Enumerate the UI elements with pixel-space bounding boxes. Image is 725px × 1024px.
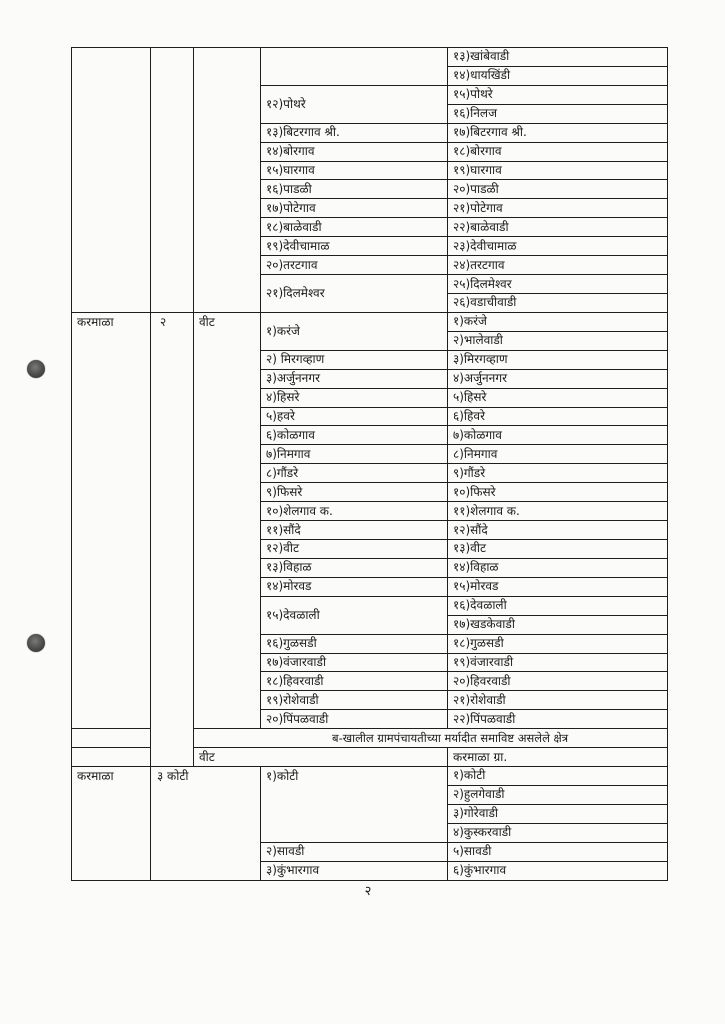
gram-panchayat-cell: ५)हवरे	[261, 407, 448, 426]
village-register-table	[71, 47, 668, 881]
gram-panchayat-cell: १९)रोशेवाडी	[261, 691, 448, 710]
area-group-cell	[194, 48, 261, 313]
village-cell: ३)मिरगव्हाण	[448, 350, 668, 369]
gram-panchayat-cell	[261, 48, 448, 86]
gram-panchayat-cell: २०)तरटगाव	[261, 256, 448, 275]
district-cell: करमाळा	[72, 312, 151, 728]
gram-panchayat-cell: १६)पाडळी	[261, 180, 448, 199]
gram-panchayat-cell: १५)देवळाली	[261, 596, 448, 634]
village-cell: २०)हिवरवाडी	[448, 672, 668, 691]
gram-panchayat-cell: २१)दिलमेश्वर	[261, 275, 448, 313]
empty-cell	[72, 729, 151, 748]
punch-hole	[27, 360, 45, 378]
village-cell: १२)सौंदे	[448, 521, 668, 540]
village-cell: १३)वीट	[448, 539, 668, 558]
gram-panchayat-cell: १०)शेलगाव क.	[261, 502, 448, 521]
gram-panchayat-cell: १५)घारगाव	[261, 161, 448, 180]
gram-panchayat-cell: १८)बाळेवाडी	[261, 218, 448, 237]
village-cell: १०)फिसरे	[448, 483, 668, 502]
serial-cell: ३ कोटी	[151, 767, 261, 881]
village-cell: २३)देवीचामाळ	[448, 237, 668, 256]
village-cell: २२)बाळेवाडी	[448, 218, 668, 237]
gram-panchayat-cell: ११)सौंदे	[261, 521, 448, 540]
table-row	[72, 767, 668, 786]
table-body	[72, 48, 668, 881]
gram-panchayat-cell: १)करंजे	[261, 312, 448, 350]
village-cell: २५)दिलमेश्वर	[448, 275, 668, 294]
gram-panchayat-cell: ३)अर्जुननगर	[261, 369, 448, 388]
village-cell: १३)खांबेवाडी	[448, 48, 668, 67]
village-cell: १६)देवळाली	[448, 596, 668, 615]
gram-panchayat-cell: १४)बोरगाव	[261, 142, 448, 161]
empty-cell	[72, 748, 151, 767]
village-cell: १)करंजे	[448, 312, 668, 331]
village-cell: ६)कुंभारगाव	[448, 861, 668, 880]
gram-panchayat-cell: १४)मोरवड	[261, 577, 448, 596]
table-row	[72, 48, 668, 67]
gram-panchayat-cell: १८)हिवरवाडी	[261, 672, 448, 691]
village-cell: ११)शेलगाव क.	[448, 502, 668, 521]
village-cell: २१)पोटेगाव	[448, 199, 668, 218]
gram-panchayat-cell: १)कोटी	[261, 767, 448, 843]
gram-panchayat-cell: २)सावडी	[261, 842, 448, 861]
village-cell: १४)धायखिंडी	[448, 66, 668, 85]
gram-panchayat-cell: ७)निमगाव	[261, 445, 448, 464]
village-cell: करमाळा ग्रा.	[448, 748, 668, 767]
village-cell: ४)कुस्करवाडी	[448, 823, 668, 842]
village-cell: ८)निमगाव	[448, 445, 668, 464]
gram-panchayat-cell: १७)वंजारवाडी	[261, 653, 448, 672]
gram-panchayat-cell: २) मिरगव्हाण	[261, 350, 448, 369]
serial-cell	[151, 48, 194, 313]
village-cell: २१)रोशेवाडी	[448, 691, 668, 710]
gram-panchayat-cell: १२)वीट	[261, 539, 448, 558]
village-cell: २०)पाडळी	[448, 180, 668, 199]
gram-panchayat-cell: ९)फिसरे	[261, 483, 448, 502]
page-number: २	[364, 884, 372, 899]
village-cell: १४)विहाळ	[448, 558, 668, 577]
village-cell: १५)मोरवड	[448, 577, 668, 596]
village-cell: २२)पिंपळवाडी	[448, 710, 668, 729]
village-cell: १७)खडकेवाडी	[448, 615, 668, 634]
gram-panchayat-cell: १३)बिटरगाव श्री.	[261, 123, 448, 142]
village-cell: १९)घारगाव	[448, 161, 668, 180]
gram-panchayat-cell: २०)पिंपळवाडी	[261, 710, 448, 729]
punch-hole	[27, 634, 45, 652]
gram-panchayat-cell: १९)देवीचामाळ	[261, 237, 448, 256]
village-cell: १८)बोरगाव	[448, 142, 668, 161]
village-cell: १७)बिटरगाव श्री.	[448, 123, 668, 142]
village-cell: १)कोटी	[448, 767, 668, 786]
area-group-cell: वीट	[194, 748, 448, 767]
village-cell: २)हुलगेवाडी	[448, 785, 668, 804]
gram-panchayat-cell: १७)पोटेगाव	[261, 199, 448, 218]
village-cell: ३)गोरेवाडी	[448, 804, 668, 823]
gram-panchayat-cell: १२)पोथरे	[261, 85, 448, 123]
gram-panchayat-cell: १६)गुळसडी	[261, 634, 448, 653]
village-cell: ५)हिसरे	[448, 388, 668, 407]
village-cell: २)भालेवाडी	[448, 331, 668, 350]
village-cell: १९)वंजारवाडी	[448, 653, 668, 672]
gram-panchayat-cell: ३)कुंभारगाव	[261, 861, 448, 880]
village-cell: २४)तरटगाव	[448, 256, 668, 275]
table-row	[72, 312, 668, 331]
district-cell	[72, 48, 151, 313]
village-cell: १५)पोथरे	[448, 85, 668, 104]
gram-panchayat-cell: १३)विहाळ	[261, 558, 448, 577]
village-cell: ५)सावडी	[448, 842, 668, 861]
village-cell: ४)अर्जुननगर	[448, 369, 668, 388]
district-cell: करमाळा	[72, 767, 151, 881]
village-cell: १६)निलज	[448, 104, 668, 123]
gram-panchayat-cell: ४)हिसरे	[261, 388, 448, 407]
village-cell: ७)कोळगाव	[448, 426, 668, 445]
area-group-cell: वीट	[194, 312, 261, 728]
section-heading-cell: ब-खालील ग्रामपंचायतीच्या मर्यादीत समाविष्ट असलेले क्षेत्र	[194, 729, 668, 748]
village-cell: ९)गौंडरे	[448, 464, 668, 483]
village-cell: १८)गुळसडी	[448, 634, 668, 653]
village-cell: २६)वडाचीवाडी	[448, 293, 668, 312]
gram-panchayat-cell: ८)गौंडरे	[261, 464, 448, 483]
village-cell: ६)हिवरे	[448, 407, 668, 426]
serial-cell: २	[151, 312, 194, 766]
gram-panchayat-cell: ६)कोळगाव	[261, 426, 448, 445]
